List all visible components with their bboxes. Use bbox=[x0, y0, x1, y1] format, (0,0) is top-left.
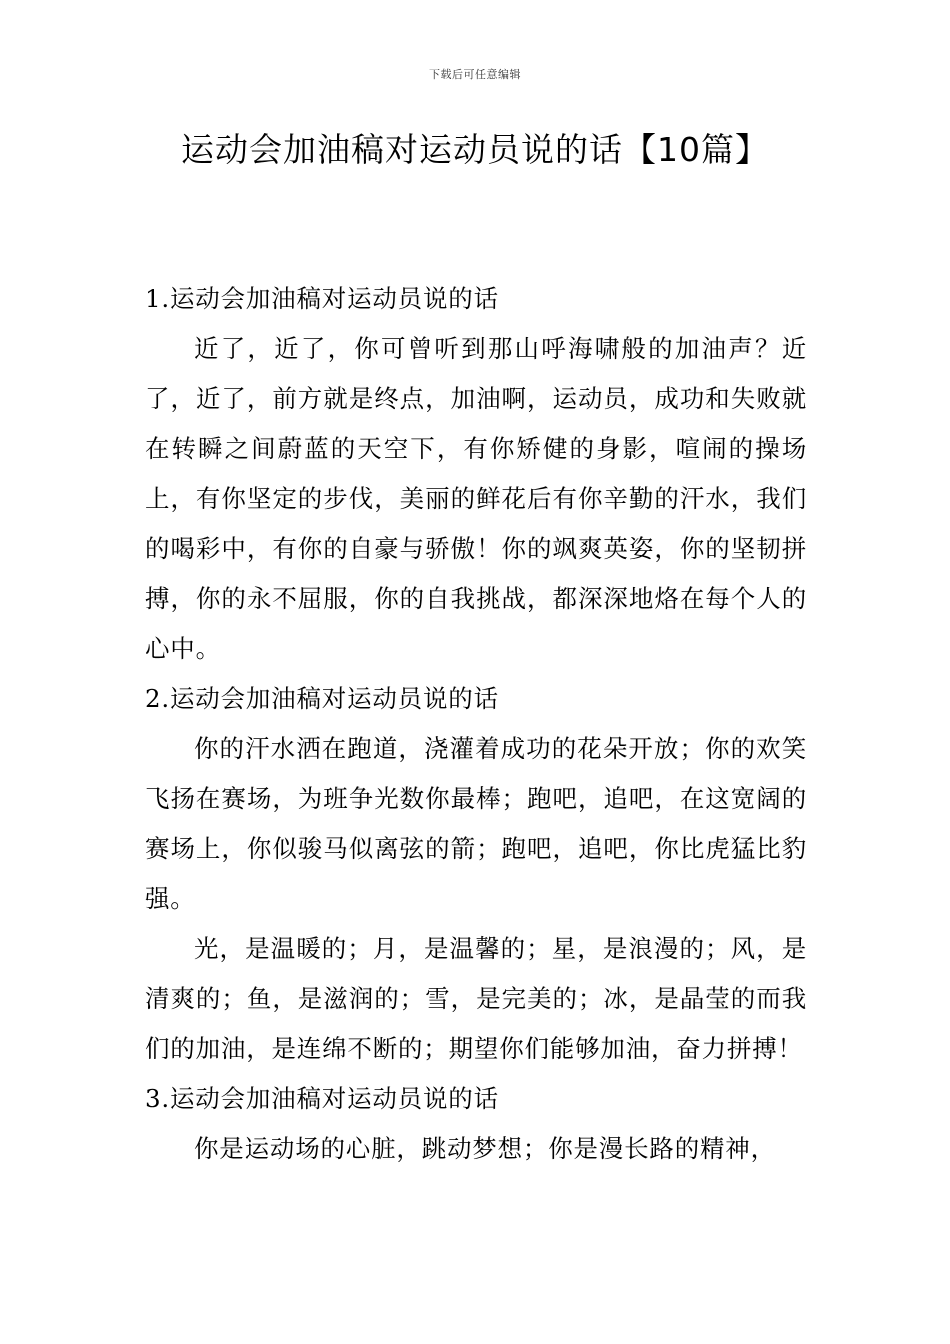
paragraph: 你的汗水洒在跑道，浇灌着成功的花朵开放；你的欢笑飞扬在赛场，为班争光数你最棒；跑吧，追吧，在这宽阔的赛场上，你似骏马似离弦的箭；跑吧，追吧，你比虎猛比豹强。 bbox=[145, 734, 807, 913]
section-heading: 1.运动会加油稿对运动员说的话 bbox=[145, 284, 499, 313]
section-heading: 3.运动会加油稿对运动员说的话 bbox=[145, 1084, 499, 1113]
paragraph: 光，是温暖的；月，是温馨的；星，是浪漫的；风，是清爽的；鱼，是滋润的；雪，是完美的；冰，是晶莹的而我们的加油，是连绵不断的；期望你们能够加油，奋力拼搏！ bbox=[145, 934, 807, 1063]
document-title: 运动会加油稿对运动员说的话【10篇】 bbox=[181, 130, 769, 169]
paragraph: 你是运动场的心脏，跳动梦想；你是漫长路的精神， bbox=[194, 1134, 776, 1163]
document-body bbox=[145, 274, 807, 1174]
section-heading: 2.运动会加油稿对运动员说的话 bbox=[145, 684, 499, 713]
header-note: 下载后可任意编辑 bbox=[429, 68, 521, 81]
paragraph: 近了，近了，你可曾听到那山呼海啸般的加油声？近了，近了，前方就是终点，加油啊，运动员，成功和失败就在转瞬之间蔚蓝的天空下，有你矫健的身影，喧闹的操场上，有你坚定的步伐，美丽的鲜花后有你辛勤的汗水，我们的喝彩中，有你的自豪与骄傲！你的飒爽英姿，你的坚韧拼搏，你的永不屈服，你的自我挑战，都深深地烙在每个人的心中。 bbox=[145, 334, 807, 663]
